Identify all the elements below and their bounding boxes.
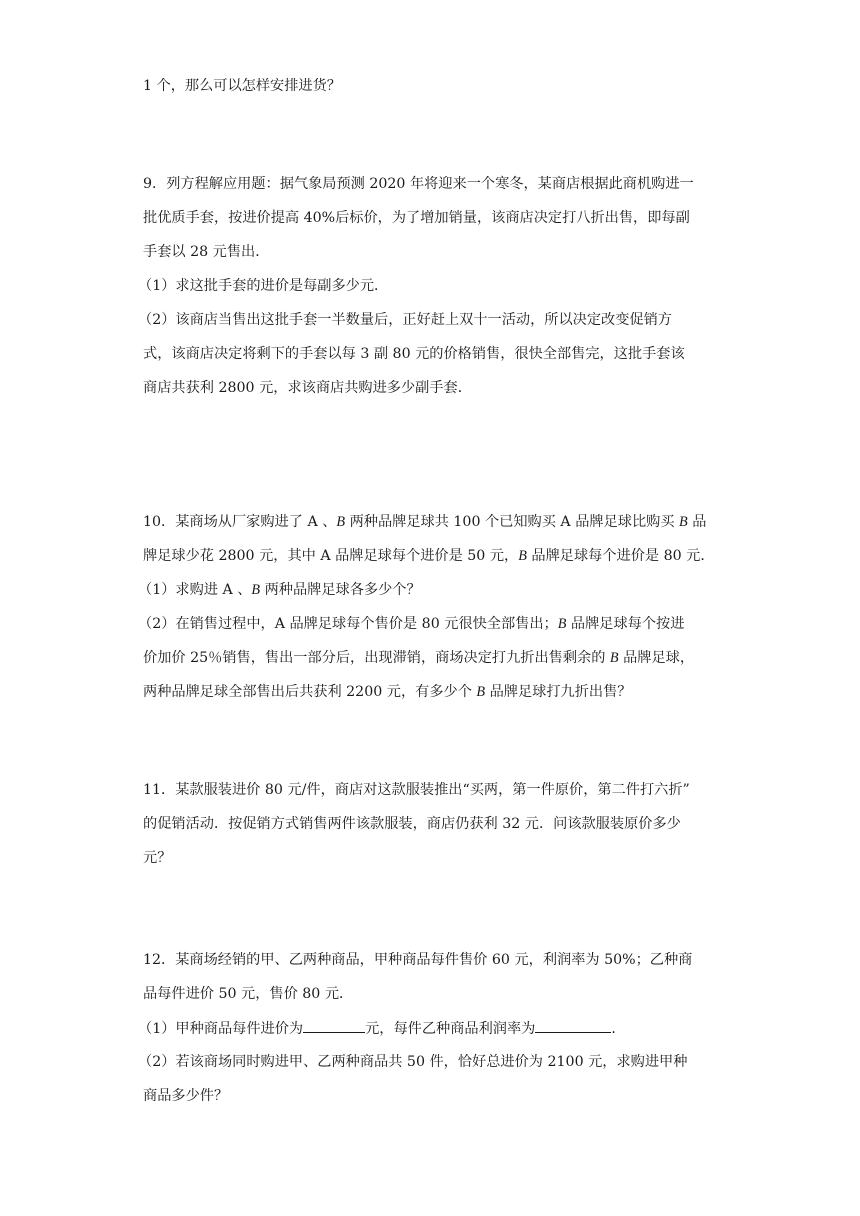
answer-blank <box>303 1018 365 1033</box>
text-run: 两种品牌足球共 100 个已知购买 A 品牌足球比购买 <box>345 514 680 530</box>
italic-b: B <box>609 650 619 666</box>
q11-line-1: 11．某款服装进价 80 元/件，商店对这款服装推出“买两，第一件原价，第二件打六折” <box>143 782 690 798</box>
text-run: （2）在销售过程中，A 品牌足球每个售价是 80 元很快全部售出； <box>138 616 558 632</box>
q9-line-1: 9．列方程解应用题：据气象局预测 2020 年将迎来一个寒冬，某商店根据此商机购进一 <box>143 176 694 192</box>
q11-line-2: 的促销活动．按促销方式销售两件该款服装，商店仍获利 32 元．问该款服装原价多少 <box>143 816 681 832</box>
q11-line-3: 元？ <box>143 850 172 866</box>
italic-b: B <box>251 582 261 598</box>
text-run: 品 <box>687 514 707 530</box>
q9-line-3: 手套以 28 元售出． <box>143 244 270 260</box>
text-run: 两种品牌足球各多少个？ <box>260 582 421 598</box>
text-run: （1）求购进 A 、 <box>138 582 252 598</box>
text-run: 两种品牌足球全部售出后共获利 2200 元，有多少个 <box>143 684 477 700</box>
text-run: 品牌足球打九折出售？ <box>485 684 632 700</box>
q9-part-2-line-2: 式，该商店决定将剩下的手套以每 3 副 80 元的价格销售，很快全部售完，这批手套该 <box>143 346 685 362</box>
q10-part-1 <box>138 580 718 600</box>
text-run: 品牌足球每个按进 <box>566 616 685 632</box>
q10-part-2-line-1 <box>138 614 718 634</box>
q9-part-1: （1）求这批手套的进价是每副多少元． <box>138 278 389 294</box>
text-run: 价加价 25％销售，售出一部分后，出现滞销，商场决定打九折出售剩余的 <box>143 650 610 666</box>
q10-line-1 <box>143 512 723 532</box>
text-run: ． <box>611 1021 626 1037</box>
answer-blank <box>535 1018 611 1033</box>
q12-part-1 <box>138 1018 718 1039</box>
text-run: 元，每件乙种商品利润率为 <box>365 1021 536 1037</box>
q12-part-2-line-2: 商品多少件？ <box>143 1088 229 1104</box>
italic-b: B <box>679 514 688 530</box>
q10-part-2-line-3 <box>143 682 723 702</box>
italic-b: B <box>518 548 527 564</box>
q12-line-2: 品每件进价 50 元，售价 80 元． <box>143 986 354 1002</box>
text-run: （1）甲种商品每件进价为 <box>138 1021 304 1037</box>
italic-b: B <box>336 514 346 530</box>
text-run: 品牌足球每个进价是 80 元． <box>526 548 715 564</box>
italic-b: B <box>476 684 486 700</box>
text-run: 牌足球少花 2800 元，其中 A 品牌足球每个进价是 50 元， <box>143 548 519 564</box>
q10-line-2 <box>143 546 723 566</box>
q9-part-2-line-1: （2）该商店当售出这批手套一半数量后，正好赶上双十一活动，所以决定改变促销方 <box>138 312 672 328</box>
text-run: 10．某商场从厂家购进了 A 、 <box>143 514 337 530</box>
q10-part-2-line-2 <box>143 648 723 668</box>
q9-line-2: 批优质手套，按进价提高 40%后标价，为了增加销量，该商店决定打八折出售，即每副 <box>143 210 690 226</box>
q12-part-2-line-1: （2）若该商场同时购进甲、乙两种商品共 50 件，恰好总进价为 2100 元，求购进甲种 <box>138 1054 688 1070</box>
q8-continuation: 1 个，那么可以怎样安排进货？ <box>143 78 341 94</box>
q12-line-1: 12．某商场经销的甲、乙两种商品，甲种商品每件售价 60 元，利润率为 50%；乙种商 <box>143 952 693 968</box>
text-run: 品牌足球， <box>618 650 695 666</box>
italic-b: B <box>557 616 567 632</box>
q9-part-2-line-3: 商店共获利 2800 元，求该商店共购进多少副手套． <box>143 380 472 396</box>
